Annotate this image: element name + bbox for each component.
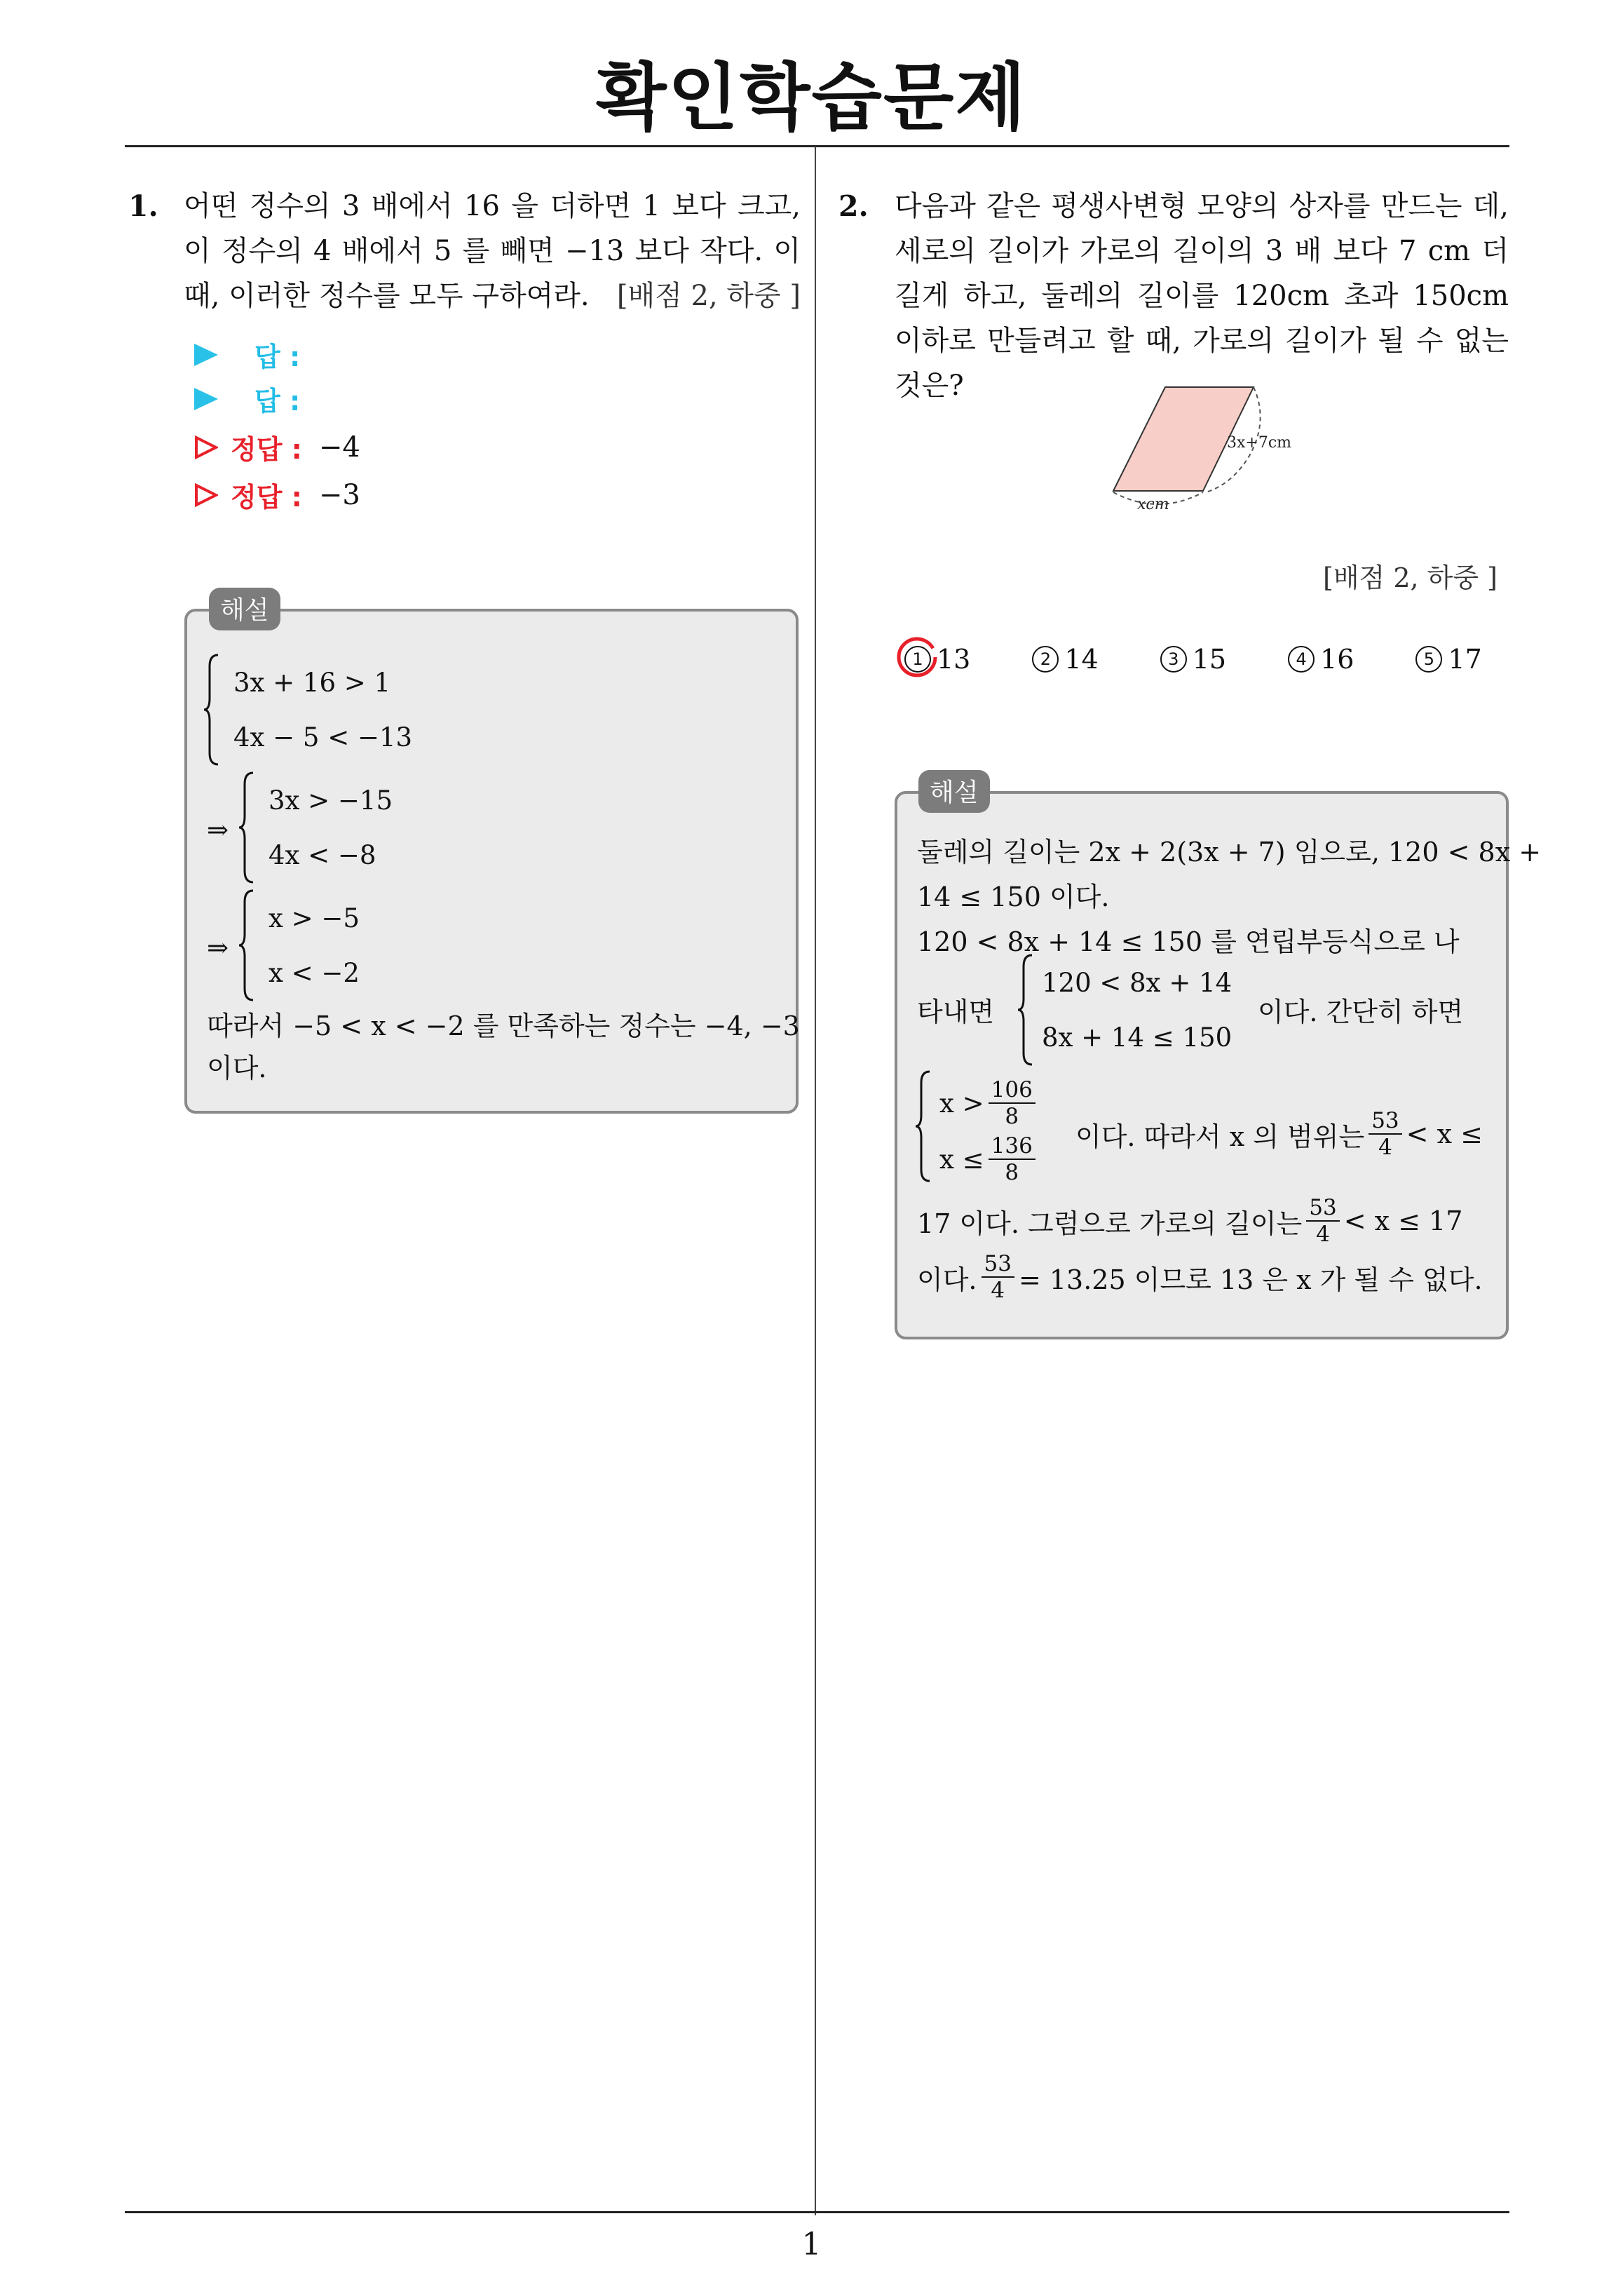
choice-mark: 5 (1415, 646, 1442, 673)
triangle-outline-icon (194, 435, 218, 459)
parallelogram-figure (1101, 379, 1318, 519)
solution-1-step3-b: x < −2 (269, 958, 360, 988)
range-a-prefix: x > (939, 1088, 984, 1119)
line5-text: 이다. 따라서 x 의 범위는 (1075, 1121, 1365, 1152)
solution-2-sys-b: 8x + 14 ≤ 150 (1042, 1022, 1232, 1053)
solution-1-step3-a: x > −5 (269, 903, 360, 933)
implies-symbol: ⇒ (207, 815, 229, 845)
choice-mark: 3 (1160, 646, 1187, 673)
fraction (1306, 1195, 1339, 1247)
range-b-prefix: x ≤ (939, 1144, 984, 1175)
fraction-numerator: 106 (989, 1077, 1035, 1104)
choice-value: 17 (1448, 644, 1482, 675)
fraction-numerator: 53 (1369, 1108, 1401, 1135)
question-2-text: 다음과 같은 평생사변형 모양의 상자를 만드는 데, 세로의 길이가 가로의 길이의 3 배 보다 7 cm 더 길게 하고, 둘레의 길이를 120cm 초과 150cm 이하로 만들려고 할 때, 가로의 길이가 될 수 없는 것은? (895, 190, 1509, 402)
solution-1-conclusion: 따라서 −5 < x < −2 를 만족하는 정수는 −4, −3 (207, 1011, 800, 1041)
choice-4[interactable] (1288, 644, 1354, 675)
fraction-denominator: 8 (1005, 1104, 1019, 1129)
implies-symbol: ⇒ (207, 933, 229, 963)
solution-1-ineq-a: 3x + 16 > 1 (233, 668, 391, 698)
solution-tag-2: 해설 (918, 770, 990, 813)
fraction (989, 1077, 1035, 1129)
solution-1-conclusion-end: 이다. (207, 1053, 267, 1083)
fraction-numerator: 53 (982, 1251, 1014, 1278)
choice-value: 15 (1192, 644, 1227, 675)
correct-value: −4 (318, 431, 360, 464)
page-number: 1 (801, 2227, 822, 2262)
correct-value: −3 (318, 478, 360, 511)
solution-2-sys-a: 120 < 8x + 14 (1042, 968, 1232, 998)
solution-1-ineq-b: 4x − 5 < −13 (233, 722, 413, 752)
choice-mark: 2 (1032, 646, 1059, 673)
answer-label: 답 : (254, 386, 301, 417)
fraction (1369, 1108, 1401, 1160)
solution-box-2 (895, 791, 1542, 1339)
fraction-numerator: 136 (989, 1133, 1035, 1160)
answer-line-1 (194, 335, 300, 374)
line5-tail: < x ≤ (1406, 1119, 1483, 1149)
choice-1[interactable] (904, 644, 970, 675)
footer-rule (125, 2211, 1509, 2213)
choice-value: 14 (1064, 644, 1099, 675)
left-brace-icon (236, 770, 257, 885)
question-2-score: [배점 2, 하중 ] (1323, 562, 1498, 593)
left-brace-icon (201, 652, 222, 767)
choice-5[interactable] (1415, 644, 1481, 675)
choice-value: 13 (937, 644, 971, 675)
solution-1-step2-b: 4x < −8 (269, 840, 376, 870)
solution-2-line2: 14 ≤ 150 이다. (917, 882, 1110, 912)
line7-tail: = 13.25 이므로 13 은 x 가 될 수 없다. (1018, 1264, 1483, 1295)
choice-value: 16 (1320, 644, 1354, 675)
correct-answer-2 (194, 475, 360, 514)
solution-2-line5 (1075, 1108, 1483, 1160)
choice-mark: 1 (904, 646, 931, 673)
line7-text: 이다. (917, 1264, 977, 1295)
question-1-body: 어떤 정수의 3 배에서 16 을 더하면 1 보다 크고, 이 정수의 4 배에서 5 를 빼면 −13 보다 작다. 이 때, 이러한 정수를 모두 구하여라. (184, 190, 801, 312)
page-title: 확인학습문제 (596, 55, 1027, 140)
figure-side-label: 3x+7cm (1227, 434, 1292, 452)
left-brace-icon (1015, 952, 1036, 1067)
left-brace-icon (236, 888, 257, 1003)
solution-tag-1: 해설 (209, 588, 280, 630)
choice-2[interactable] (1032, 644, 1098, 675)
correct-answer-1 (194, 428, 360, 466)
column-divider (815, 147, 816, 2215)
fraction-denominator: 4 (991, 1278, 1005, 1303)
header-rule (125, 145, 1509, 147)
solution-2-line3: 120 < 8x + 14 ≤ 150 를 연립부등식으로 나 (917, 926, 1460, 957)
selected-circle-icon (895, 635, 939, 679)
play-icon (194, 344, 218, 366)
left-brace-icon (913, 1069, 934, 1184)
fraction-numerator: 53 (1306, 1195, 1339, 1222)
solution-2-range-b (939, 1133, 1040, 1185)
solution-2-line7 (917, 1251, 1483, 1303)
line6-text: 17 이다. 그럼으로 가로의 길이는 (917, 1208, 1303, 1239)
choice-mark: 4 (1288, 646, 1315, 673)
triangle-outline-icon (194, 483, 218, 507)
question-1-score: [배점 2, 하중 ] (616, 280, 801, 312)
question-2-number: 2. (838, 189, 869, 223)
correct-label: 정답 : (231, 482, 302, 513)
answer-label: 답 : (254, 342, 301, 372)
answer-line-2 (194, 379, 300, 418)
choice-list (904, 644, 1544, 675)
solution-2-line1: 둘레의 길이는 2x + 2(3x + 7) 임으로, 120 < 8x + (917, 837, 1542, 867)
play-icon (194, 388, 218, 410)
choice-3[interactable] (1160, 644, 1226, 675)
fraction-denominator: 4 (1316, 1222, 1330, 1247)
solution-1-step2-a: 3x > −15 (269, 785, 393, 816)
figure-bottom-label: xcm (1137, 496, 1169, 513)
fraction (982, 1251, 1014, 1303)
question-1-text (184, 184, 801, 318)
fraction (989, 1133, 1035, 1185)
solution-box-1 (184, 609, 799, 1114)
solution-2-range-a (939, 1077, 1040, 1129)
solution-2-line6 (917, 1195, 1462, 1247)
fraction-denominator: 4 (1378, 1135, 1392, 1160)
line6-tail: < x ≤ 17 (1343, 1206, 1463, 1236)
question-1-number: 1. (128, 189, 158, 223)
solution-2-line4-right: 이다. 간단히 하면 (1258, 997, 1464, 1027)
fraction-denominator: 8 (1005, 1160, 1019, 1185)
solution-2-line4-left: 타내면 (917, 997, 995, 1027)
correct-label: 정답 : (231, 434, 302, 465)
